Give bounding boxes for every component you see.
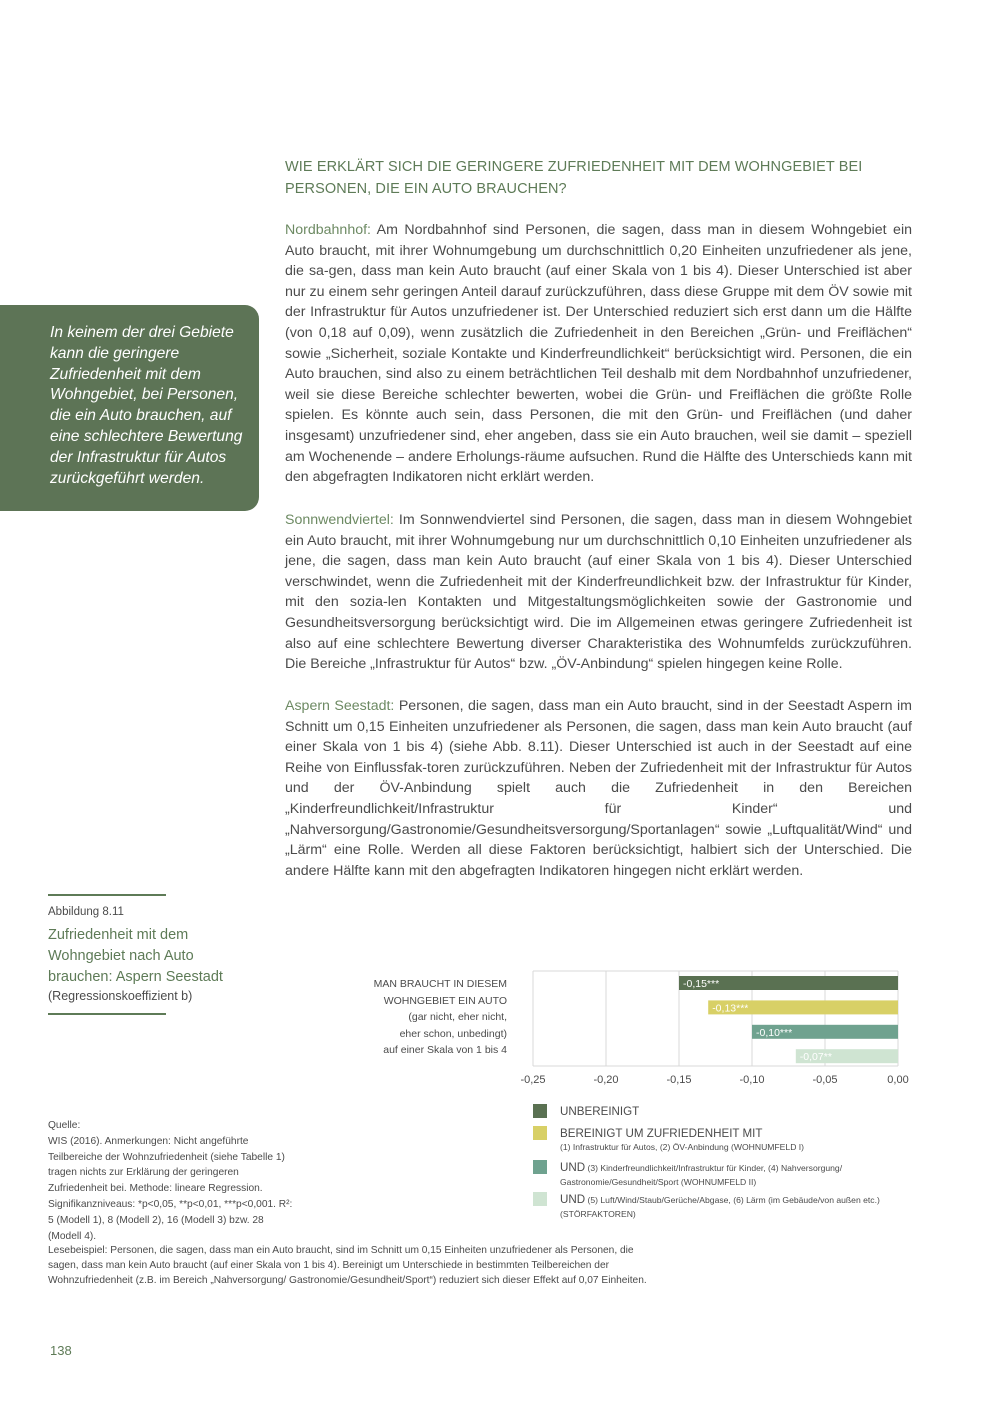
source-label: Quelle:	[48, 1120, 81, 1131]
legend-swatch	[533, 1160, 547, 1174]
figure-source	[48, 1118, 298, 1244]
legend-title: UND	[560, 1161, 586, 1174]
x-tick-label: -0,25	[520, 1074, 546, 1086]
legend-title: UND	[560, 1193, 586, 1206]
paragraph-text: Am Nordbahnhof sind Personen, die sagen, dass man in diesem Wohngebiet ein Auto braucht, mit ihrer Wohnumgebung um durchschnittlich 0,20 Einheiten unzufriedener als jene, die sa-gen, dass man kein Auto braucht (auf einer Skala von 1 bis 4). Dieser Unterschied ist aber nur zu einem sehr geringen Anteil darauf zurückzuführen, dass diese Gruppe mit dem ÖV sowie mit der Infrastruktur für Autos unzufriedener ist. Der Unterschied reduziert sich erst dann um die Hälfte (von 0,18 auf 0,09), wenn zusätzlich die Zufriedenheit in den Bereichen „Grün- und Freiflächen“ sowie „Sicherheit, soziale Kontakte und Kinderfreundlichkeit“ berücksichtigt wird. Personen, die ein Auto brauchen, sind also zu einem beträchtlichen Teil deshalb mit dem Nordbahnhof unzufriedener, weil sie diese Bereiche schlechter bewerten, wobei die Grün- und Freiflächen die größte Rolle spielen. Es könnte auch sein, dass Personen, die mit den Grün- und Freiflächen (und daher insgesamt) unzufriedener sind, eher angeben, dass sie ein Auto brauchen, weil sie damit – speziell am Wochenende – andere Erholungs-räume aufsuchen. Rund die Hälfte des Unterschieds kann mit den abgefragten Indikatoren nicht erklärt werden.	[285, 222, 912, 486]
legend-detail: (1) Infrastruktur für Autos, (2) ÖV-Anbindung (WOHNUMFELD I)	[560, 1141, 805, 1152]
bar-value-label: -0,15***	[683, 978, 720, 990]
x-tick-label: 0,00	[887, 1074, 909, 1086]
paragraph-text: Im Sonnwendviertel sind Personen, die sagen, dass man in diesem Wohngebiet ein Auto braucht, mit ihrer Wohnumgebung nur um durchschnittlich 0,10 Einheiten unzufriedener als jene, die sagen, dass man kein Auto braucht (auf einer Skala von 1 bis 4). Dieser Unterschied verschwindet, wenn die Zufriedenheit mit der Kinderfreundlichkeit bzw. der Infrastruktur für Kinder, mit den sozia-len Kontakten und Mitgestaltungsmöglichkeiten sowie der Gastronomie und Gesundheitsversorgung berücksichtigt wird. Die im Allgemeinen etwas geringere Zufriedenheit ist also auf eine schlechtere Bewertung diverser Charakteristika des Wohnumfelds zurückzuführen. Die Bereiche „Infrastruktur für Autos“ bzw. „ÖV-Anbindung“ spielen hingegen keine Rolle.	[285, 512, 912, 673]
section-heading: WIE ERKLÄRT SICH DIE GERINGERE ZUFRIEDENHEIT MIT DEM WOHNGEBIET BEI PERSONEN, DIE EIN AUTO BRAUCHEN?	[285, 159, 863, 197]
figure-title: Zufriedenheit mit dem Wohngebiet nach Auto brauchen: Aspern Seestadt	[48, 927, 223, 985]
bar-value-label: -0,10***	[756, 1026, 793, 1039]
paragraph-lead: Nordbahnhof:	[285, 222, 371, 238]
x-tick-label: -0,15	[666, 1074, 692, 1086]
figure-subtitle: (Regressionskoeffizient b)	[48, 989, 193, 1003]
legend-title: UNBEREINIGT	[560, 1105, 640, 1118]
paragraph-lead: Aspern Seestadt:	[285, 698, 395, 714]
source-text: WIS (2016). Anmerkungen: Nicht angeführte Teilbereiche der Wohnzufriedenheit (siehe Tabelle 1) tragen nichts zur Erklärung der geringeren Zufriedenheit bei. Methode: lineare Regression. Signifikanzniveaus: *p<0,05, **p<0,01, ***p<0,001. R²: 5 (Modell 1), 8 (Modell 2), 16 (Modell 3) bzw. 28 (Modell 4).	[48, 1135, 293, 1242]
y-label-line: eher schon, unbedingt)	[399, 1027, 507, 1040]
x-tick-label: -0,10	[739, 1074, 765, 1086]
y-label-line: MAN BRAUCHT IN DIESEM	[373, 978, 507, 990]
legend-detail: (5) Luft/Wind/Staub/Gerüche/Abgase, (6) Lärm (im Gebäude/von außen etc.) (STÖRFAKTOREN)	[560, 1195, 880, 1219]
legend-title: BEREINIGT UM ZUFRIEDENHEIT MIT	[560, 1127, 763, 1140]
y-label-line: (gar nicht, eher nicht,	[408, 1011, 507, 1023]
y-label-line: WOHNGEBIET EIN AUTO	[383, 994, 507, 1007]
legend-detail: (3) Kinderfreundlichkeit/Infrastruktur für Kinder, (4) Nahversorgung/ Gastronomie/Gesundheit/Sport (WOHNUMFELD II)	[560, 1163, 843, 1187]
page-number: 138	[50, 1343, 72, 1358]
x-tick-label: -0,05	[812, 1074, 838, 1086]
bar-value-label: -0,07**	[799, 1051, 832, 1064]
x-tick-label: -0,20	[593, 1074, 619, 1086]
bar-value-label: -0,13***	[712, 1002, 749, 1015]
legend-swatch	[533, 1192, 547, 1206]
legend-swatch	[533, 1104, 547, 1118]
figure-number: Abbildung 8.11	[48, 906, 124, 918]
y-label-line: auf einer Skala von 1 bis 4	[383, 1044, 507, 1056]
legend-swatch	[533, 1126, 547, 1140]
pull-quote-text: In keinem der drei Gebiete kann die geringere Zufriedenheit mit dem Wohngebiet, bei Personen, die ein Auto brauchen, auf eine schlechtere Bewertung der Infrastruktur für Autos zurückgeführt werden.	[50, 324, 243, 487]
reading-example: Lesebeispiel: Personen, die sagen, dass man ein Auto braucht, sind im Schnitt um 0,15 Einheiten unzufriedener als Personen, die sagen, dass man kein Auto braucht (auf einer Skala von 1 bis 4). Bereinigt um Unterschiede in bestimmten Teilbereichen der Wohnzufriedenheit (z.B. im Bereich „Nahversorgung/ Gastronomie/Gesundheit/Sport“) reduziert sich dieser Effekt auf 0,07 Einheiten.	[48, 1245, 647, 1287]
paragraph-text: Personen, die sagen, dass man ein Auto braucht, sind in der Seestadt Aspern im Schnitt um 0,15 Einheiten unzufriedener als Personen, die sagen, dass man kein Auto braucht (auf einer Skala von 1 bis 4) (siehe Abb. 8.11). Dieser Unterschied ist auch in der Seestadt auf eine Reihe von Einflussfak-toren zurückzuführen. Neben der Zufriedenheit mit der Infrastruktur für Autos und der ÖV-Anbindung spielt auch die Zufriedenheit in den Bereichen „Kinderfreundlichkeit/Infrastruktur für Kinder“ und „Nahversorgung/Gastronomie/Gesundheitsversorgung/Sportanlagen“ sowie „Luftqualität/Wind“ und „Lärm“ eine Rolle. Werden all diese Faktoren berücksichtigt, halbiert sich der Unterschied. Die andere Hälfte kann mit den abgefragten Indikatoren hingegen nicht erklärt werden.	[285, 698, 912, 879]
paragraph-lead: Sonnwendviertel:	[285, 512, 394, 528]
